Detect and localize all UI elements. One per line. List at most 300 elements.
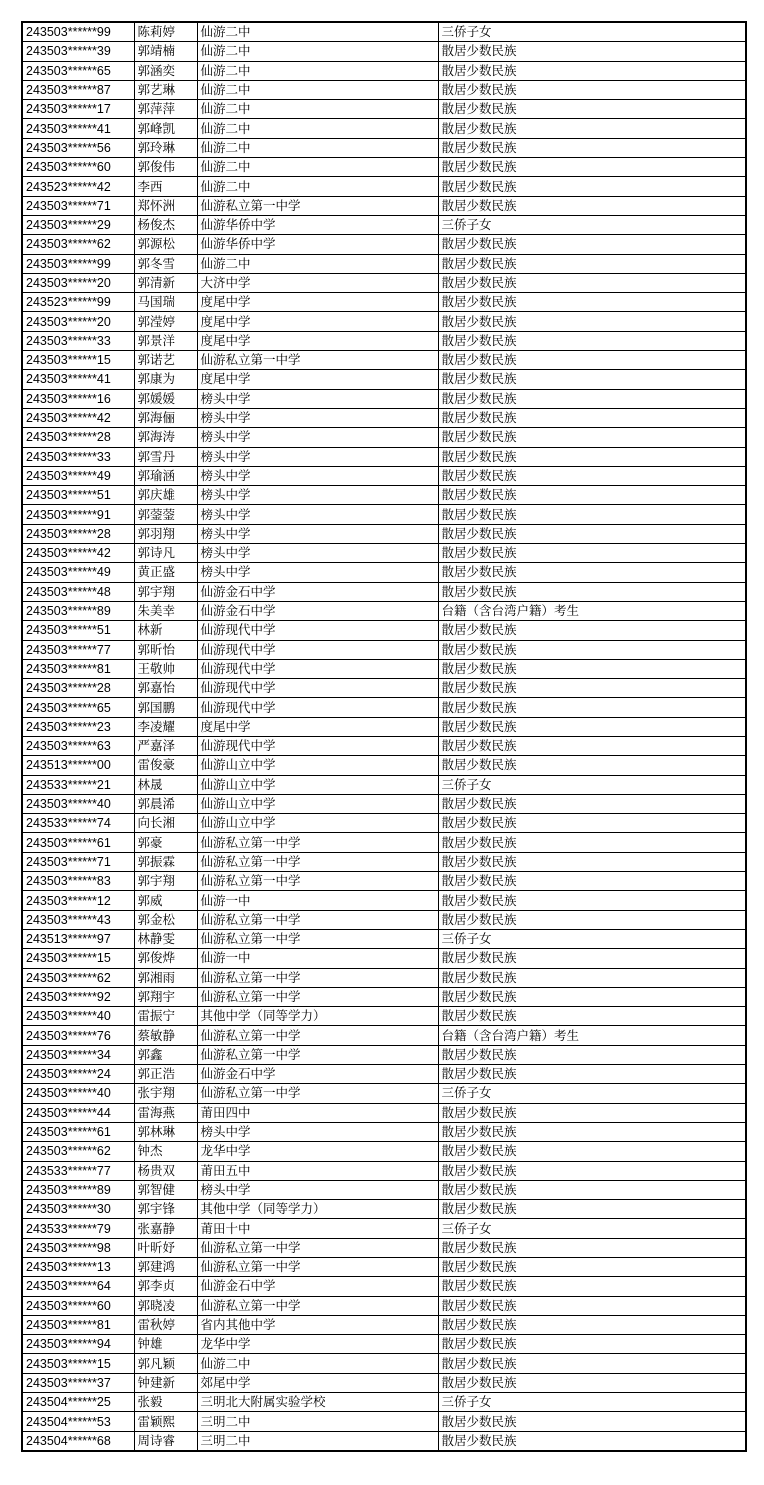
candidate-id-cell: 243504******25	[22, 1393, 134, 1412]
candidate-id-cell: 243503******94	[22, 1335, 134, 1354]
student-name-cell: 郭建鸿	[134, 1258, 197, 1277]
table-row	[22, 1219, 746, 1238]
candidate-id-cell: 243533******77	[22, 1161, 134, 1180]
student-name-cell: 郭涵奕	[134, 61, 197, 80]
student-name-cell: 李西	[134, 177, 197, 196]
category-cell: 散居少数民族	[438, 370, 746, 389]
category-cell: 三侨子女	[438, 1084, 746, 1103]
student-name-cell: 郭振霖	[134, 852, 197, 871]
table-row	[22, 621, 746, 640]
category-cell: 散居少数民族	[438, 351, 746, 370]
school-name-cell: 榜头中学	[197, 1122, 438, 1141]
category-cell: 散居少数民族	[438, 331, 746, 350]
category-cell: 散居少数民族	[438, 1315, 746, 1334]
candidate-id-cell: 243503******83	[22, 872, 134, 891]
school-name-cell: 仙游二中	[197, 100, 438, 119]
table-row	[22, 100, 746, 119]
candidate-id-cell: 243523******42	[22, 177, 134, 196]
table-row	[22, 1026, 746, 1045]
candidate-id-cell: 243503******62	[22, 235, 134, 254]
table-row	[22, 949, 746, 968]
school-name-cell: 仙游私立第一中学	[197, 987, 438, 1006]
student-name-cell: 郭昕怡	[134, 640, 197, 659]
candidate-id-cell: 243523******99	[22, 293, 134, 312]
student-name-cell: 郭蓥蓥	[134, 505, 197, 524]
candidate-id-cell: 243503******98	[22, 1238, 134, 1257]
school-name-cell: 仙游私立第一中学	[197, 1258, 438, 1277]
student-name-cell: 林新	[134, 621, 197, 640]
candidate-id-cell: 243503******49	[22, 563, 134, 582]
table-row	[22, 370, 746, 389]
school-name-cell: 仙游华侨中学	[197, 235, 438, 254]
school-name-cell: 榜头中学	[197, 505, 438, 524]
school-name-cell: 度尾中学	[197, 293, 438, 312]
category-cell: 散居少数民族	[438, 293, 746, 312]
school-name-cell: 仙游二中	[197, 254, 438, 273]
student-name-cell: 郭瑜涵	[134, 466, 197, 485]
category-cell: 散居少数民族	[438, 582, 746, 601]
table-row	[22, 486, 746, 505]
category-cell: 散居少数民族	[438, 1142, 746, 1161]
table-body	[22, 22, 746, 1451]
school-name-cell: 仙游二中	[197, 177, 438, 196]
school-name-cell: 仙游私立第一中学	[197, 833, 438, 852]
category-cell: 散居少数民族	[438, 408, 746, 427]
school-name-cell: 仙游金石中学	[197, 1277, 438, 1296]
candidate-id-cell: 243503******42	[22, 408, 134, 427]
student-name-cell: 郭宇锋	[134, 1200, 197, 1219]
candidate-id-cell: 243503******12	[22, 891, 134, 910]
school-name-cell: 仙游金石中学	[197, 582, 438, 601]
table-row	[22, 466, 746, 485]
table-row	[22, 42, 746, 61]
school-name-cell: 度尾中学	[197, 717, 438, 736]
candidate-id-cell: 243503******91	[22, 505, 134, 524]
table-row	[22, 1277, 746, 1296]
category-cell: 三侨子女	[438, 215, 746, 234]
student-name-cell: 郭晓凌	[134, 1296, 197, 1315]
school-name-cell: 仙游二中	[197, 119, 438, 138]
student-name-cell: 郭智健	[134, 1180, 197, 1199]
candidate-id-cell: 243504******53	[22, 1412, 134, 1431]
category-cell: 散居少数民族	[438, 563, 746, 582]
category-cell: 散居少数民族	[438, 80, 746, 99]
student-name-cell: 李凌耀	[134, 717, 197, 736]
school-name-cell: 其他中学（同等学力）	[197, 1200, 438, 1219]
category-cell: 散居少数民族	[438, 1258, 746, 1277]
category-cell: 三侨子女	[438, 22, 746, 42]
table-row	[22, 1238, 746, 1257]
candidate-id-cell: 243503******77	[22, 640, 134, 659]
candidate-id-cell: 243513******00	[22, 756, 134, 775]
table-row	[22, 293, 746, 312]
candidate-id-cell: 243503******41	[22, 119, 134, 138]
student-name-cell: 郭国鹏	[134, 698, 197, 717]
table-row	[22, 1122, 746, 1141]
table-row	[22, 717, 746, 736]
category-cell: 散居少数民族	[438, 254, 746, 273]
category-cell: 散居少数民族	[438, 466, 746, 485]
table-row	[22, 351, 746, 370]
school-name-cell: 仙游二中	[197, 61, 438, 80]
student-name-cell: 郭金松	[134, 910, 197, 929]
student-name-cell: 林晟	[134, 775, 197, 794]
student-name-cell: 郭庆雄	[134, 486, 197, 505]
table-row	[22, 1200, 746, 1219]
student-name-cell: 郭源松	[134, 235, 197, 254]
student-name-cell: 郭海俪	[134, 408, 197, 427]
candidate-id-cell: 243503******13	[22, 1258, 134, 1277]
category-cell: 散居少数民族	[438, 852, 746, 871]
category-cell: 散居少数民族	[438, 524, 746, 543]
candidate-id-cell: 243503******34	[22, 1045, 134, 1064]
candidate-id-cell: 243503******92	[22, 987, 134, 1006]
candidate-id-cell: 243503******89	[22, 1180, 134, 1199]
category-cell: 散居少数民族	[438, 794, 746, 813]
school-name-cell: 仙游山立中学	[197, 775, 438, 794]
school-name-cell: 榜头中学	[197, 428, 438, 447]
student-name-cell: 蔡敏静	[134, 1026, 197, 1045]
school-name-cell: 榜头中学	[197, 544, 438, 563]
student-name-cell: 郭清新	[134, 273, 197, 292]
candidate-id-cell: 243503******62	[22, 968, 134, 987]
candidate-id-cell: 243503******28	[22, 428, 134, 447]
table-row	[22, 61, 746, 80]
student-name-cell: 郭艺琳	[134, 80, 197, 99]
school-name-cell: 度尾中学	[197, 370, 438, 389]
candidate-id-cell: 243533******79	[22, 1219, 134, 1238]
table-row	[22, 524, 746, 543]
school-name-cell: 榜头中学	[197, 524, 438, 543]
candidate-id-cell: 243503******63	[22, 736, 134, 755]
candidate-id-cell: 243503******48	[22, 582, 134, 601]
school-name-cell: 莆田五中	[197, 1161, 438, 1180]
student-name-cell: 郭威	[134, 891, 197, 910]
table-row	[22, 408, 746, 427]
student-name-cell: 钟杰	[134, 1142, 197, 1161]
school-name-cell: 榜头中学	[197, 389, 438, 408]
category-cell: 散居少数民族	[438, 42, 746, 61]
category-cell: 散居少数民族	[438, 872, 746, 891]
category-cell: 散居少数民族	[438, 698, 746, 717]
table-row	[22, 80, 746, 99]
student-name-cell: 郭鑫	[134, 1045, 197, 1064]
table-row	[22, 1007, 746, 1026]
student-name-cell: 郭诗凡	[134, 544, 197, 563]
category-cell: 三侨子女	[438, 929, 746, 948]
student-name-cell: 郭豪	[134, 833, 197, 852]
category-cell: 散居少数民族	[438, 949, 746, 968]
school-name-cell: 仙游现代中学	[197, 679, 438, 698]
table-row	[22, 544, 746, 563]
student-name-cell: 杨贵双	[134, 1161, 197, 1180]
category-cell: 散居少数民族	[438, 312, 746, 331]
candidate-id-cell: 243503******15	[22, 949, 134, 968]
student-name-cell: 雷海燕	[134, 1103, 197, 1122]
student-name-cell: 郭林琳	[134, 1122, 197, 1141]
candidate-id-cell: 243503******20	[22, 312, 134, 331]
candidate-id-cell: 243503******56	[22, 138, 134, 157]
school-name-cell: 榜头中学	[197, 1180, 438, 1199]
candidate-id-cell: 243503******15	[22, 1354, 134, 1373]
student-name-cell: 郭滢婷	[134, 312, 197, 331]
candidate-id-cell: 243503******89	[22, 601, 134, 620]
category-cell: 散居少数民族	[438, 814, 746, 833]
school-name-cell: 度尾中学	[197, 312, 438, 331]
table-row	[22, 196, 746, 215]
candidate-id-cell: 243503******30	[22, 1200, 134, 1219]
candidate-id-cell: 243503******40	[22, 794, 134, 813]
table-row	[22, 22, 746, 42]
candidate-id-cell: 243503******71	[22, 196, 134, 215]
school-name-cell: 仙游私立第一中学	[197, 968, 438, 987]
candidate-id-cell: 243533******74	[22, 814, 134, 833]
table-row	[22, 1258, 746, 1277]
school-name-cell: 其他中学（同等学力）	[197, 1007, 438, 1026]
school-name-cell: 三明二中	[197, 1431, 438, 1451]
table-row	[22, 929, 746, 948]
school-name-cell: 仙游现代中学	[197, 621, 438, 640]
school-name-cell: 榜头中学	[197, 447, 438, 466]
category-cell: 散居少数民族	[438, 119, 746, 138]
school-name-cell: 龙华中学	[197, 1335, 438, 1354]
category-cell: 台籍（含台湾户籍）考生	[438, 601, 746, 620]
category-cell: 散居少数民族	[438, 1412, 746, 1431]
table-row	[22, 872, 746, 891]
candidate-id-cell: 243503******33	[22, 331, 134, 350]
school-name-cell: 仙游私立第一中学	[197, 1296, 438, 1315]
candidate-id-cell: 243503******29	[22, 215, 134, 234]
student-name-cell: 雷颖熙	[134, 1412, 197, 1431]
student-name-cell: 郭翔宇	[134, 987, 197, 1006]
student-name-cell: 郭媛媛	[134, 389, 197, 408]
table-row	[22, 1065, 746, 1084]
category-cell: 散居少数民族	[438, 1238, 746, 1257]
school-name-cell: 莆田四中	[197, 1103, 438, 1122]
category-cell: 散居少数民族	[438, 679, 746, 698]
student-name-cell: 叶昕妤	[134, 1238, 197, 1257]
candidate-id-cell: 243503******17	[22, 100, 134, 119]
student-name-cell: 郭羽翔	[134, 524, 197, 543]
category-cell: 散居少数民族	[438, 273, 746, 292]
school-name-cell: 龙华中学	[197, 1142, 438, 1161]
candidate-id-cell: 243503******81	[22, 659, 134, 678]
category-cell: 散居少数民族	[438, 1200, 746, 1219]
school-name-cell: 仙游金石中学	[197, 1065, 438, 1084]
student-name-cell: 郭康为	[134, 370, 197, 389]
table-row	[22, 1180, 746, 1199]
student-name-cell: 雷秋婷	[134, 1315, 197, 1334]
school-name-cell: 大济中学	[197, 273, 438, 292]
school-name-cell: 仙游私立第一中学	[197, 196, 438, 215]
table-row	[22, 582, 746, 601]
candidate-id-cell: 243503******28	[22, 524, 134, 543]
table-row	[22, 428, 746, 447]
candidate-id-cell: 243503******39	[22, 42, 134, 61]
category-cell: 散居少数民族	[438, 1122, 746, 1141]
school-name-cell: 榜头中学	[197, 408, 438, 427]
student-name-cell: 严嘉泽	[134, 736, 197, 755]
candidate-id-cell: 243503******23	[22, 717, 134, 736]
category-cell: 散居少数民族	[438, 833, 746, 852]
student-name-cell: 杨俊杰	[134, 215, 197, 234]
student-name-cell: 雷俊豪	[134, 756, 197, 775]
student-name-cell: 向长湘	[134, 814, 197, 833]
student-name-cell: 郭湘雨	[134, 968, 197, 987]
table-row	[22, 235, 746, 254]
table-row	[22, 138, 746, 157]
category-cell: 散居少数民族	[438, 389, 746, 408]
table-row	[22, 389, 746, 408]
student-name-cell: 钟建新	[134, 1373, 197, 1392]
candidate-id-cell: 243503******60	[22, 158, 134, 177]
student-name-cell: 陈莉婷	[134, 22, 197, 42]
roster-sheet	[21, 21, 745, 1452]
candidate-id-cell: 243503******81	[22, 1315, 134, 1334]
student-name-cell: 郭俊烨	[134, 949, 197, 968]
candidate-id-cell: 243503******99	[22, 254, 134, 273]
candidate-id-cell: 243503******43	[22, 910, 134, 929]
student-name-cell: 林静雯	[134, 929, 197, 948]
candidate-id-cell: 243533******21	[22, 775, 134, 794]
category-cell: 散居少数民族	[438, 1161, 746, 1180]
school-name-cell: 仙游二中	[197, 158, 438, 177]
category-cell: 散居少数民族	[438, 987, 746, 1006]
table-row	[22, 119, 746, 138]
school-name-cell: 仙游山立中学	[197, 814, 438, 833]
student-name-cell: 郭景洋	[134, 331, 197, 350]
category-cell: 散居少数民族	[438, 158, 746, 177]
candidate-id-cell: 243504******68	[22, 1431, 134, 1451]
candidate-id-cell: 243503******99	[22, 22, 134, 42]
school-name-cell: 仙游私立第一中学	[197, 872, 438, 891]
candidate-id-cell: 243503******61	[22, 833, 134, 852]
candidate-id-cell: 243503******60	[22, 1296, 134, 1315]
category-cell: 散居少数民族	[438, 736, 746, 755]
student-name-cell: 郑怀洲	[134, 196, 197, 215]
category-cell: 散居少数民族	[438, 659, 746, 678]
table-row	[22, 1045, 746, 1064]
table-row	[22, 1412, 746, 1431]
category-cell: 散居少数民族	[438, 1335, 746, 1354]
student-name-cell: 周诗睿	[134, 1431, 197, 1451]
table-row	[22, 640, 746, 659]
candidate-id-cell: 243503******76	[22, 1026, 134, 1045]
school-name-cell: 仙游现代中学	[197, 659, 438, 678]
category-cell: 散居少数民族	[438, 891, 746, 910]
student-name-cell: 郭正浩	[134, 1065, 197, 1084]
table-row	[22, 910, 746, 929]
student-name-cell: 郭嘉怡	[134, 679, 197, 698]
student-name-cell: 郭李贞	[134, 1277, 197, 1296]
category-cell: 散居少数民族	[438, 1180, 746, 1199]
candidate-id-cell: 243503******64	[22, 1277, 134, 1296]
candidate-id-cell: 243503******42	[22, 544, 134, 563]
student-name-cell: 郭海涛	[134, 428, 197, 447]
school-name-cell: 仙游私立第一中学	[197, 1026, 438, 1045]
school-name-cell: 郊尾中学	[197, 1373, 438, 1392]
candidate-id-cell: 243503******51	[22, 621, 134, 640]
category-cell: 散居少数民族	[438, 544, 746, 563]
category-cell: 散居少数民族	[438, 428, 746, 447]
candidate-id-cell: 243503******65	[22, 61, 134, 80]
school-name-cell: 仙游金石中学	[197, 601, 438, 620]
candidate-id-cell: 243503******71	[22, 852, 134, 871]
candidate-id-cell: 243503******40	[22, 1084, 134, 1103]
category-cell: 散居少数民族	[438, 910, 746, 929]
category-cell: 散居少数民族	[438, 1007, 746, 1026]
category-cell: 散居少数民族	[438, 196, 746, 215]
category-cell: 散居少数民族	[438, 486, 746, 505]
table-row	[22, 698, 746, 717]
table-row	[22, 679, 746, 698]
table-row	[22, 1431, 746, 1451]
school-name-cell: 仙游私立第一中学	[197, 351, 438, 370]
candidate-id-cell: 243503******28	[22, 679, 134, 698]
table-row	[22, 601, 746, 620]
category-cell: 散居少数民族	[438, 1103, 746, 1122]
student-name-cell: 雷振宁	[134, 1007, 197, 1026]
table-row	[22, 331, 746, 350]
table-row	[22, 833, 746, 852]
school-name-cell: 仙游私立第一中学	[197, 929, 438, 948]
school-name-cell: 仙游山立中学	[197, 794, 438, 813]
school-name-cell: 莆田十中	[197, 1219, 438, 1238]
school-name-cell: 仙游私立第一中学	[197, 1238, 438, 1257]
table-row	[22, 1373, 746, 1392]
category-cell: 散居少数民族	[438, 640, 746, 659]
table-row	[22, 1393, 746, 1412]
table-row	[22, 1161, 746, 1180]
school-name-cell: 榜头中学	[197, 486, 438, 505]
category-cell: 散居少数民族	[438, 100, 746, 119]
category-cell: 三侨子女	[438, 1393, 746, 1412]
student-name-cell: 马国瑞	[134, 293, 197, 312]
candidate-id-cell: 243503******16	[22, 389, 134, 408]
candidate-id-cell: 243503******62	[22, 1142, 134, 1161]
category-cell: 散居少数民族	[438, 1373, 746, 1392]
candidate-id-cell: 243503******24	[22, 1065, 134, 1084]
category-cell: 散居少数民族	[438, 235, 746, 254]
student-name-cell: 郭晨浠	[134, 794, 197, 813]
category-cell: 散居少数民族	[438, 61, 746, 80]
candidate-id-cell: 243503******15	[22, 351, 134, 370]
table-row	[22, 1142, 746, 1161]
school-name-cell: 仙游山立中学	[197, 756, 438, 775]
category-cell: 散居少数民族	[438, 1296, 746, 1315]
student-name-cell: 郭诺艺	[134, 351, 197, 370]
school-name-cell: 仙游现代中学	[197, 698, 438, 717]
category-cell: 散居少数民族	[438, 621, 746, 640]
table-row	[22, 273, 746, 292]
table-row	[22, 987, 746, 1006]
school-name-cell: 仙游一中	[197, 891, 438, 910]
candidate-id-cell: 243503******40	[22, 1007, 134, 1026]
student-name-cell: 王敬帅	[134, 659, 197, 678]
school-name-cell: 仙游二中	[197, 1354, 438, 1373]
table-row	[22, 1335, 746, 1354]
table-row	[22, 891, 746, 910]
category-cell: 散居少数民族	[438, 968, 746, 987]
candidate-id-cell: 243503******65	[22, 698, 134, 717]
school-name-cell: 仙游现代中学	[197, 736, 438, 755]
table-row	[22, 177, 746, 196]
school-name-cell: 仙游一中	[197, 949, 438, 968]
student-table	[21, 21, 747, 1452]
school-name-cell: 仙游华侨中学	[197, 215, 438, 234]
student-name-cell: 郭靖楠	[134, 42, 197, 61]
school-name-cell: 仙游私立第一中学	[197, 1045, 438, 1064]
